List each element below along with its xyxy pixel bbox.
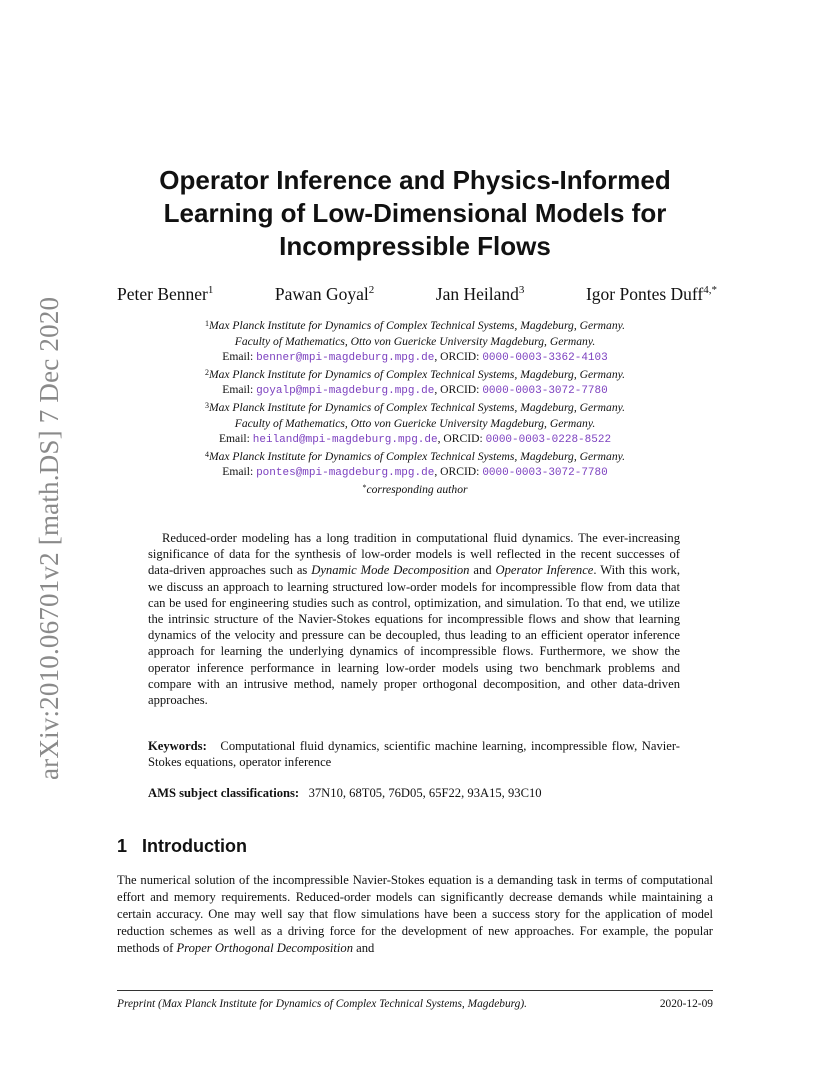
- title-line-3: Incompressible Flows: [279, 231, 551, 261]
- affil-2-contact: Email: goyalp@mpi-magdeburg.mpg.de, ORCID: 0000-0003-3072-7780: [222, 383, 608, 398]
- page-footer: [117, 998, 713, 1010]
- paper-title: [110, 164, 720, 263]
- orcid-link-benner[interactable]: 0000-0003-3362-4103: [482, 352, 608, 365]
- ams-label: AMS subject classifications:: [148, 786, 300, 800]
- email-link-goyal[interactable]: goyalp@mpi-magdeburg.mpg.de: [256, 385, 435, 398]
- orcid-link-pontes[interactable]: 0000-0003-3072-7780: [482, 467, 608, 480]
- author-benner: Peter Benner$^1$: [117, 284, 214, 304]
- title-line-2: Learning of Low-Dimensional Models for: [163, 198, 667, 228]
- author-list: [117, 284, 717, 305]
- affil-1-contact: Email: benner@mpi-magdeburg.mpg.de, ORCID: 0000-0003-3362-4103: [222, 350, 608, 365]
- affil-4-institute: $^4$Max Planck Institute for Dynamics of Complex Technical Systems, Magdeburg, Germany.: [204, 449, 626, 463]
- footer-date: 2020-12-09: [659, 998, 713, 1010]
- email-link-pontes[interactable]: pontes@mpi-magdeburg.mpg.de: [256, 467, 435, 480]
- author-heiland: Jan Heiland$^3$: [435, 284, 525, 304]
- footer-divider: [117, 990, 713, 991]
- affil-3-contact: Email: heiland@mpi-magdeburg.mpg.de, ORCID: 0000-0003-0228-8522: [218, 432, 612, 447]
- email-link-benner[interactable]: benner@mpi-magdeburg.mpg.de: [256, 352, 435, 365]
- keywords-text: Computational fluid dynamics, scientific machine learning, incompressible flow, Navier-Stokes equations, operator inference: [148, 739, 680, 770]
- footer-preprint-note: Preprint (Max Planck Institute for Dynamics of Complex Technical Systems, Magdeburg).: [117, 998, 527, 1010]
- affil-4-contact: Email: pontes@mpi-magdeburg.mpg.de, ORCID: 0000-0003-3072-7780: [222, 465, 608, 480]
- email-link-heiland[interactable]: heiland@mpi-magdeburg.mpg.de: [252, 434, 438, 447]
- title-line-1: Operator Inference and Physics-Informed: [159, 165, 671, 195]
- abstract: Reduced-order modeling has a long tradition in computational fluid dynamics. The ever-increasing significance of data for the synthesis of low-order models is well reflected in the recent successes of data-driven approaches such as Dynamic Mode Decomposition and Operator Inference. With this work, we discuss an approach to learning structured low-order models for incompressible flow from data that can be used for engineering studies such as control, optimization, and simulation. To that end, we utilize the intrinsic structure of the Navier-Stokes equations for incompressible flows and show that learning dynamics of the velocity and pressure can be decoupled, thus leading to an efficient operator inference approach for learning the underlying dynamics of incompressible flows. Furthermore, we show the operator inference performance in learning low-order models using two benchmark problems and compare with an intrusive method, namely proper orthogonal decomposition, and other data-driven approaches.: [148, 531, 680, 708]
- affil-1-faculty: Faculty of Mathematics, Otto von Guericke University Magdeburg, Germany.: [234, 334, 596, 348]
- keywords: [148, 738, 680, 770]
- arxiv-identifier: arXiv:2010.06701v2 [math.DS] 7 Dec 2020: [34, 296, 64, 780]
- keywords-label: Keywords:: [148, 739, 207, 753]
- orcid-link-heiland[interactable]: 0000-0003-0228-8522: [485, 434, 612, 447]
- affil-3-faculty: Faculty of Mathematics, Otto von Guericke University Magdeburg, Germany.: [234, 416, 596, 430]
- affil-3-institute: $^3$Max Planck Institute for Dynamics of Complex Technical Systems, Magdeburg, Germany.: [204, 400, 626, 414]
- corresponding-author-note: *corresponding author: [362, 482, 468, 496]
- author-goyal: Pawan Goyal$^2$: [274, 284, 375, 304]
- introduction-paragraph: The numerical solution of the incompressible Navier-Stokes equation is a demanding task in terms of computational effort and memory requirements. Reduced-order models can significantly decrease demands while maintaining a certain accuracy. One may well say that flow simulations have been a success story for the application of model reduction schemes as well as a driving force for the development of new approaches. For example, the popular methods of Proper Orthogonal Decomposition and: [117, 873, 713, 955]
- section-heading-introduction: 1 Introduction: [117, 836, 247, 856]
- author-pontes-duff: Igor Pontes Duff$^{4,*}$: [585, 284, 717, 304]
- affil-2-institute: $^2$Max Planck Institute for Dynamics of Complex Technical Systems, Magdeburg, Germany.: [204, 367, 626, 381]
- affiliations: [110, 318, 720, 498]
- affil-1-institute: $^1$Max Planck Institute for Dynamics of Complex Technical Systems, Magdeburg, Germany.: [204, 319, 626, 332]
- ams-classifications: [148, 786, 680, 801]
- orcid-link-goyal[interactable]: 0000-0003-3072-7780: [482, 385, 608, 398]
- ams-text: 37N10, 68T05, 76D05, 65F22, 93A15, 93C10: [308, 786, 542, 800]
